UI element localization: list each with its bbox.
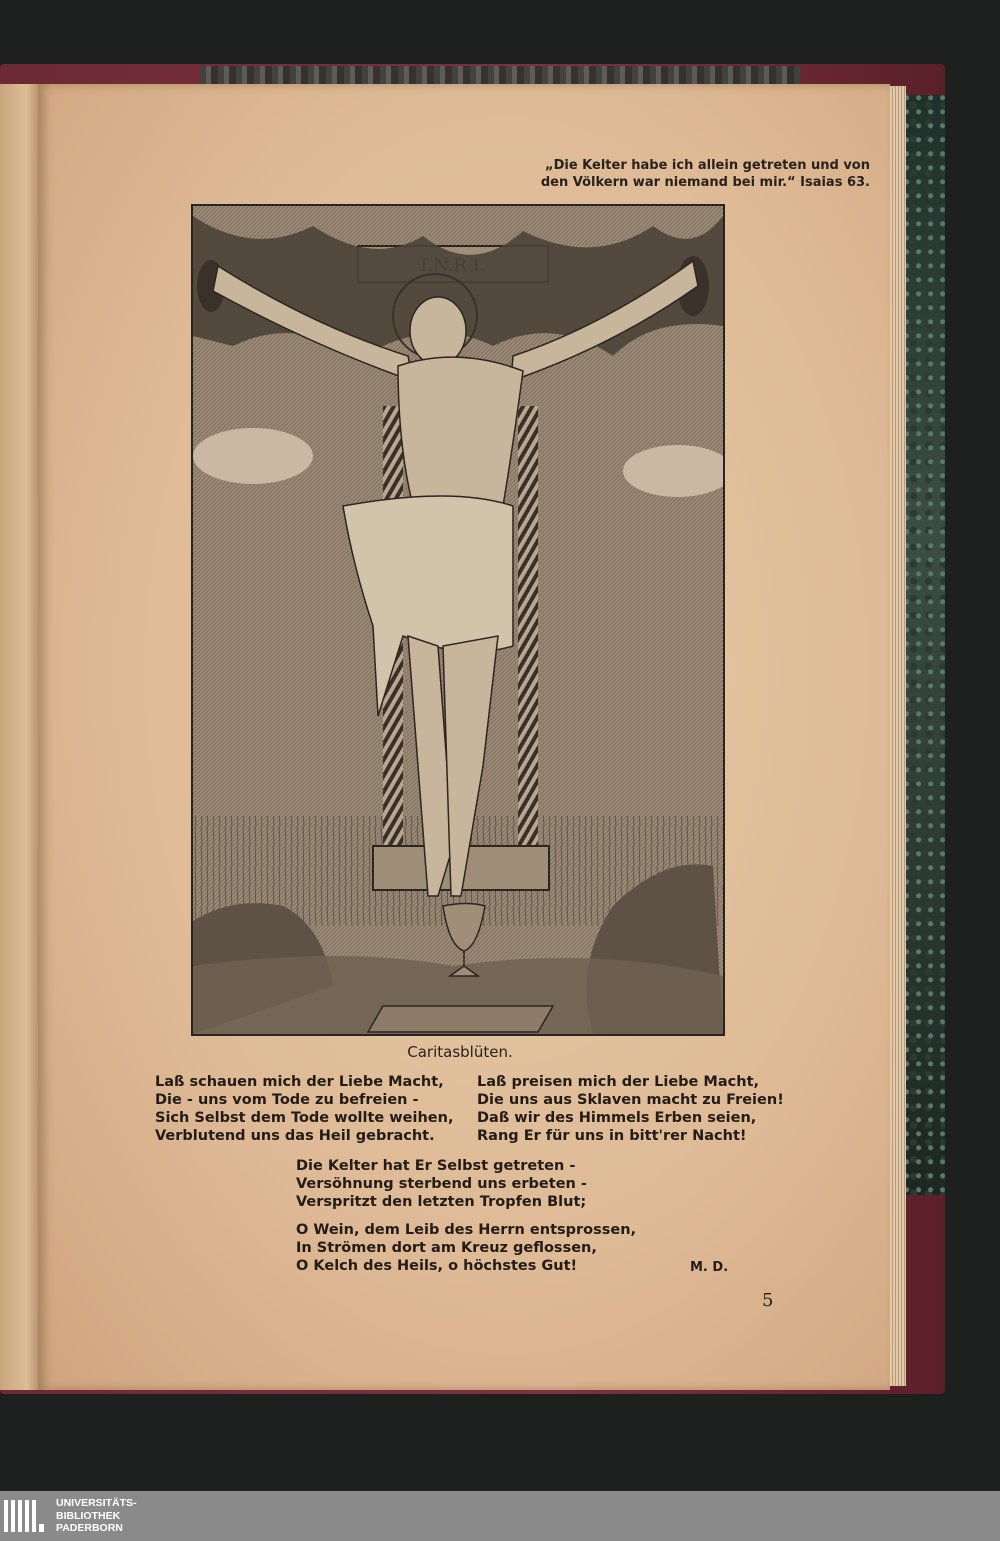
library-name bbox=[56, 1497, 137, 1535]
poem-line: O Kelch des Heils, o höchstes Gut! bbox=[296, 1258, 578, 1274]
marbled-edge-top bbox=[200, 66, 800, 86]
poem-line: Die - uns vom Tode zu befreien - bbox=[155, 1092, 419, 1108]
marbled-edge-right bbox=[903, 95, 945, 1195]
base-stone bbox=[368, 1006, 553, 1032]
poem-stanza-right bbox=[477, 1073, 784, 1145]
poem-line: Die Kelter hat Er Selbst getreten - bbox=[296, 1158, 576, 1174]
cloud-left bbox=[193, 428, 313, 484]
library-name-line-1: UNIVERSITÄTS- bbox=[56, 1497, 137, 1509]
poem-line: Die uns aus Sklaven macht zu Freien! bbox=[477, 1092, 784, 1108]
library-footer bbox=[0, 1491, 1000, 1541]
poem-line: Laß schauen mich der Liebe Macht, bbox=[155, 1074, 444, 1090]
left-page-edge bbox=[0, 84, 39, 1390]
crucifixion-illustration bbox=[193, 206, 723, 1034]
poem-line: Laß preisen mich der Liebe Macht, bbox=[477, 1074, 760, 1090]
poem-line: Rang Er für uns in bitt'rer Nacht! bbox=[477, 1128, 747, 1144]
library-name-line-3: PADERBORN bbox=[56, 1522, 123, 1534]
figure-torso bbox=[398, 357, 523, 506]
poem-line: O Wein, dem Leib des Herrn entsprossen, bbox=[296, 1222, 637, 1238]
epigraph bbox=[450, 157, 870, 191]
epigraph-line-1: „Die Kelter habe ich allein getreten und von bbox=[545, 158, 870, 173]
poem-line: Verblutend uns das Heil gebracht. bbox=[155, 1128, 435, 1144]
illustration-caption: Caritasblüten. bbox=[407, 1043, 513, 1061]
figure-head bbox=[410, 297, 466, 365]
vine-post-right bbox=[518, 406, 538, 846]
poem-stanza-center-2 bbox=[296, 1221, 636, 1275]
crucifixion-engraving bbox=[191, 204, 725, 1036]
page-number: 5 bbox=[762, 1290, 774, 1311]
poem-line: Verspritzt den letzten Tropfen Blut; bbox=[296, 1194, 587, 1210]
epigraph-line-2: den Völkern war niemand bei mir.“ Isaias 63. bbox=[540, 175, 870, 190]
poem-stanza-left bbox=[155, 1073, 453, 1145]
library-logo-icon bbox=[4, 1498, 48, 1534]
poem-line: Sich Selbst dem Tode wollte weihen, bbox=[155, 1110, 454, 1126]
poem-line: Daß wir des Himmels Erben seien, bbox=[477, 1110, 757, 1126]
poem-line: Versöhnung sterbend uns erbeten - bbox=[296, 1176, 587, 1192]
poem-line: In Strömen dort am Kreuz geflossen, bbox=[296, 1240, 597, 1256]
library-name-line-2: BIBLIOTHEK bbox=[56, 1509, 121, 1522]
poem-stanza-center-1 bbox=[296, 1157, 587, 1211]
poem-signature: M. D. bbox=[690, 1260, 729, 1275]
